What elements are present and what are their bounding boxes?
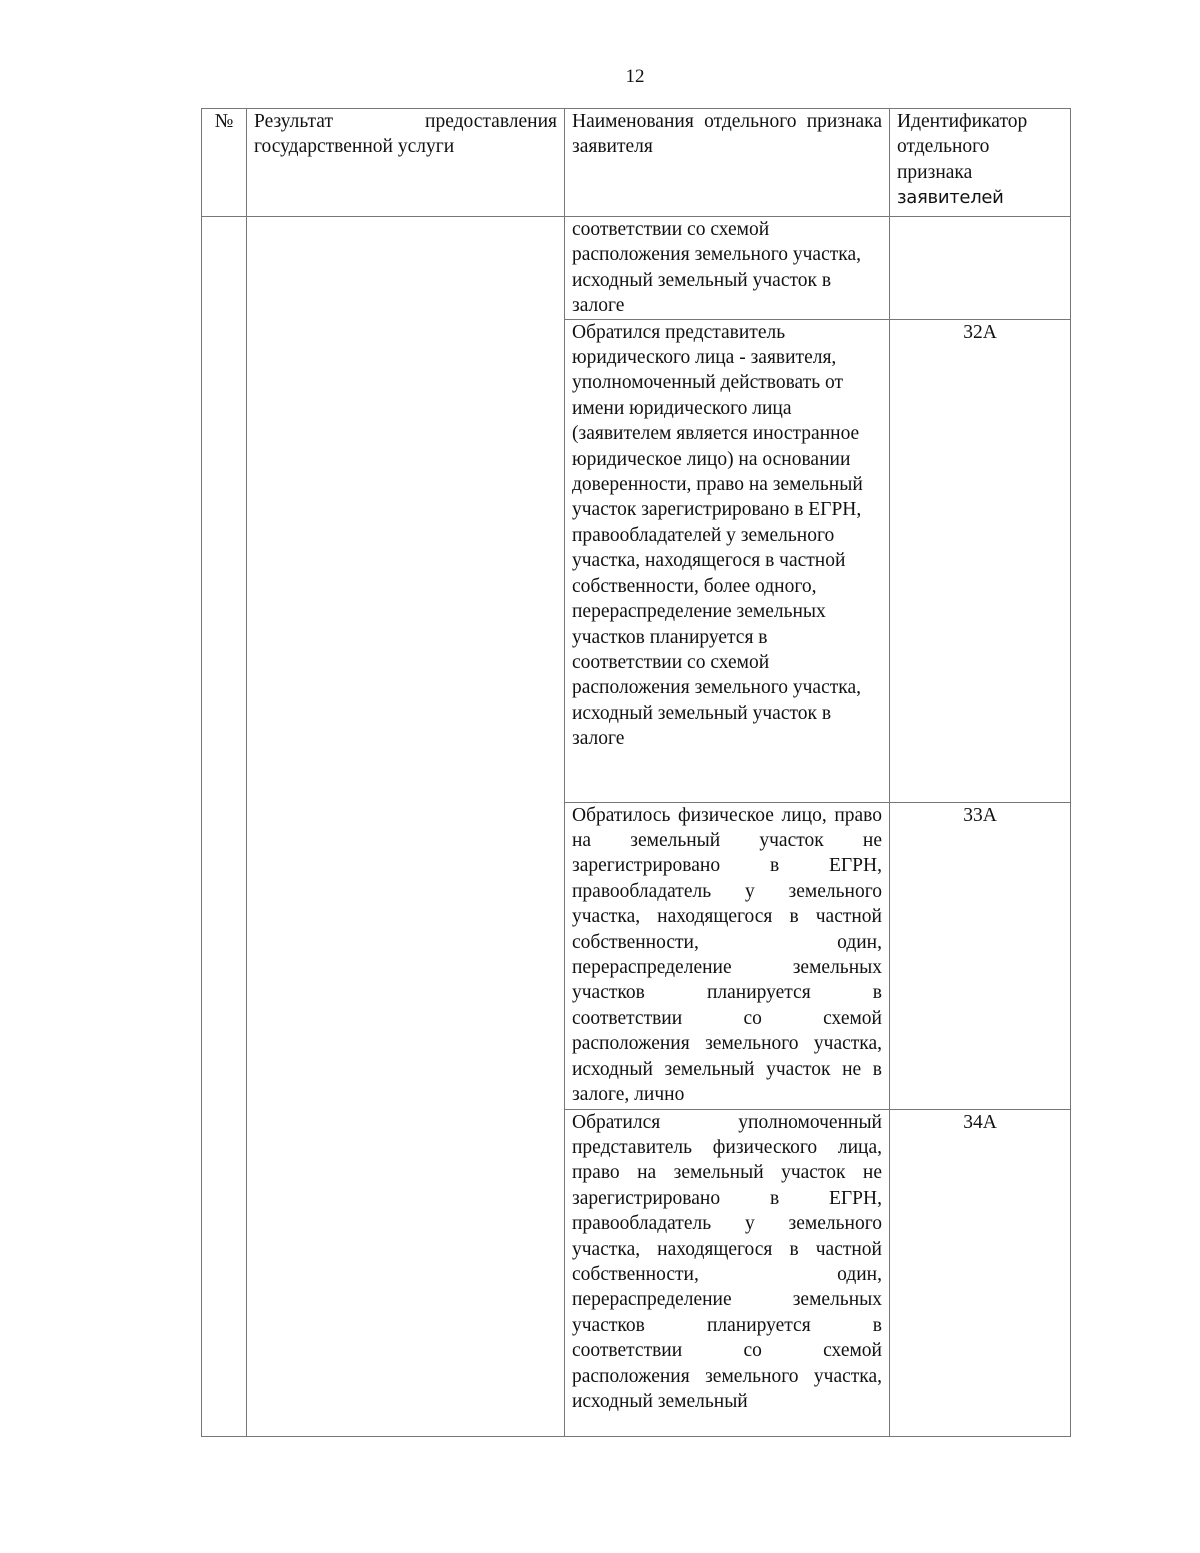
- header-criterion-id: [890, 109, 1071, 217]
- page-number: 12: [625, 66, 645, 87]
- header-number: №: [202, 109, 247, 217]
- criterion-id: [890, 217, 1071, 320]
- criterion-text: Обратилось физическое лицо, право на земельный участок не зарегистрировано в ЕГРН, правообладатель у земельного участка, находящегося в частной собственности, один, перераспределение земельных участков планируется в соответствии со схемой расположения земельного участка, исходный земельный участок не в залоге, лично: [565, 802, 890, 1109]
- criterion-text: соответствии со схемой расположения земельного участка, исходный земельный участок в залоге: [565, 217, 890, 320]
- criterion-id: 34А: [890, 1109, 1071, 1436]
- header-result: Результат предоставления государственной услуги: [247, 109, 565, 217]
- criterion-id: 33А: [890, 802, 1071, 1109]
- table-row: [202, 217, 1071, 320]
- header-criterion-id-line2: заявителей: [897, 187, 1004, 209]
- criterion-id: 32А: [890, 319, 1071, 802]
- criterion-text: Обратился представитель юридического лица - заявителя, уполномоченный действовать от имени юридического лица (заявителем является иностранное юридическое лицо) на основании доверенности, право на земельный участок зарегистрировано в ЕГРН, правообладателей у земельного участка, находящегося в частной собственности, более одного, перераспределение земельных участков планируется в соответствии со схемой расположения земельного участка, исходный земельный участок в залоге: [565, 319, 890, 802]
- applicant-criteria-table: [201, 108, 1071, 1437]
- table-header-row: [202, 109, 1071, 217]
- criterion-text: Обратился уполномоченный представитель физического лица, право на земельный участок не зарегистрировано в ЕГРН, правообладатель у земельного участка, находящегося в частной собственности, один, перераспределение земельных участков планируется в соответствии со схемой расположения земельного участка, исходный земельный: [565, 1109, 890, 1436]
- number-cell: [202, 217, 247, 1437]
- result-cell: [247, 217, 565, 1437]
- header-criterion-name: Наименования отдельного признака заявителя: [565, 109, 890, 217]
- header-criterion-id-line1: Идентификатор отдельного признака: [897, 111, 1028, 183]
